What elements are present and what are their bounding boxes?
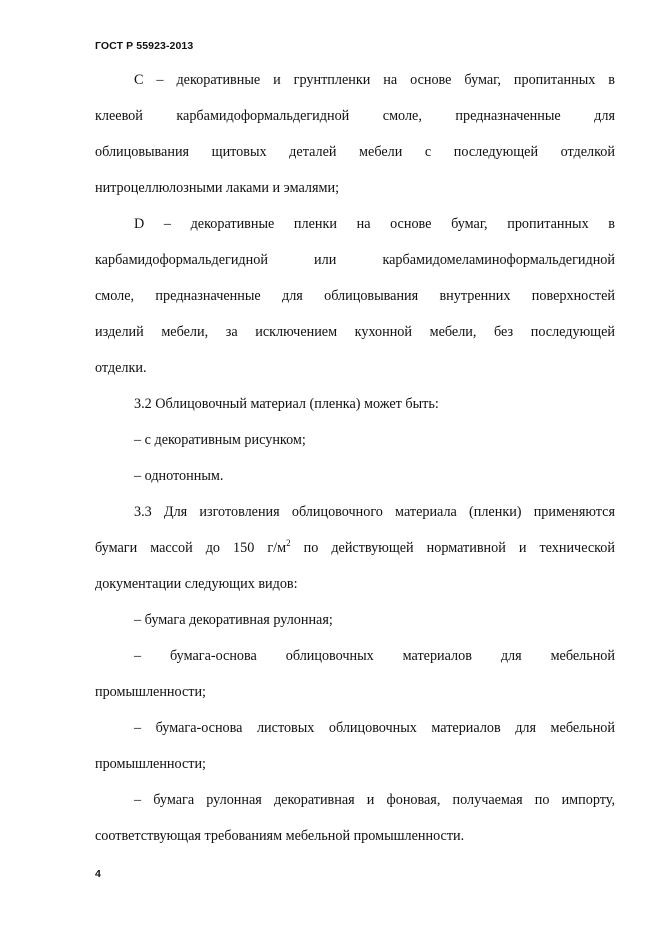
list-item-continuation: промышленности; bbox=[95, 756, 206, 772]
list-item: – бумага рулонная декоративная и фоновая, получаемая по импорту, bbox=[134, 792, 615, 808]
paragraph-line: облицовывания щитовых деталей мебели с последующей отделкой bbox=[95, 144, 615, 160]
list-item: – с декоративным рисунком; bbox=[134, 432, 306, 448]
paragraph-line: отделки. bbox=[95, 360, 147, 376]
paragraph-line: документации следующих видов: bbox=[95, 576, 298, 592]
list-item-continuation: промышленности; bbox=[95, 684, 206, 700]
paragraph-line: нитроцеллюлозными лаками и эмалями; bbox=[95, 180, 340, 196]
document-header: ГОСТ Р 55923-2013 bbox=[95, 40, 194, 52]
section-3-2-heading: 3.2 Облицовочный материал (пленка) может быть: bbox=[134, 396, 439, 412]
paragraph-line: клеевой карбамидоформальдегидной смоле, предназначенные для bbox=[95, 108, 615, 124]
list-item: – однотонным. bbox=[134, 468, 224, 484]
paragraph-line bbox=[95, 530, 615, 566]
text-fragment: бумаги массой до 150 г/м bbox=[95, 540, 287, 556]
list-item: – бумага-основа листовых облицовочных материалов для мебельной bbox=[134, 720, 615, 736]
list-item: – бумага декоративная рулонная; bbox=[134, 612, 333, 628]
paragraph-line: изделий мебели, за исключением кухонной мебели, без последующей bbox=[95, 324, 615, 340]
paragraph-line: смоле, предназначенные для облицовывания внутренних поверхностей bbox=[95, 288, 615, 304]
paragraph-line: карбамидоформальдегидной или карбамидомеламиноформальдегидной bbox=[95, 252, 615, 268]
page-number: 4 bbox=[95, 868, 101, 880]
paragraph-line: D – декоративные пленки на основе бумаг, пропитанных в bbox=[134, 216, 615, 232]
document-body bbox=[95, 62, 615, 854]
paragraph-line: 3.3 Для изготовления облицовочного материала (пленки) применяются bbox=[134, 504, 615, 520]
list-item-continuation: соответствующая требованиям мебельной промышленности. bbox=[95, 828, 465, 844]
paragraph-line: С – декоративные и грунтпленки на основе бумаг, пропитанных в bbox=[134, 72, 615, 88]
superscript: 2 bbox=[286, 538, 291, 548]
list-item: – бумага-основа облицовочных материалов для мебельной bbox=[134, 648, 615, 664]
text-fragment: по действующей нормативной и технической bbox=[290, 540, 615, 556]
